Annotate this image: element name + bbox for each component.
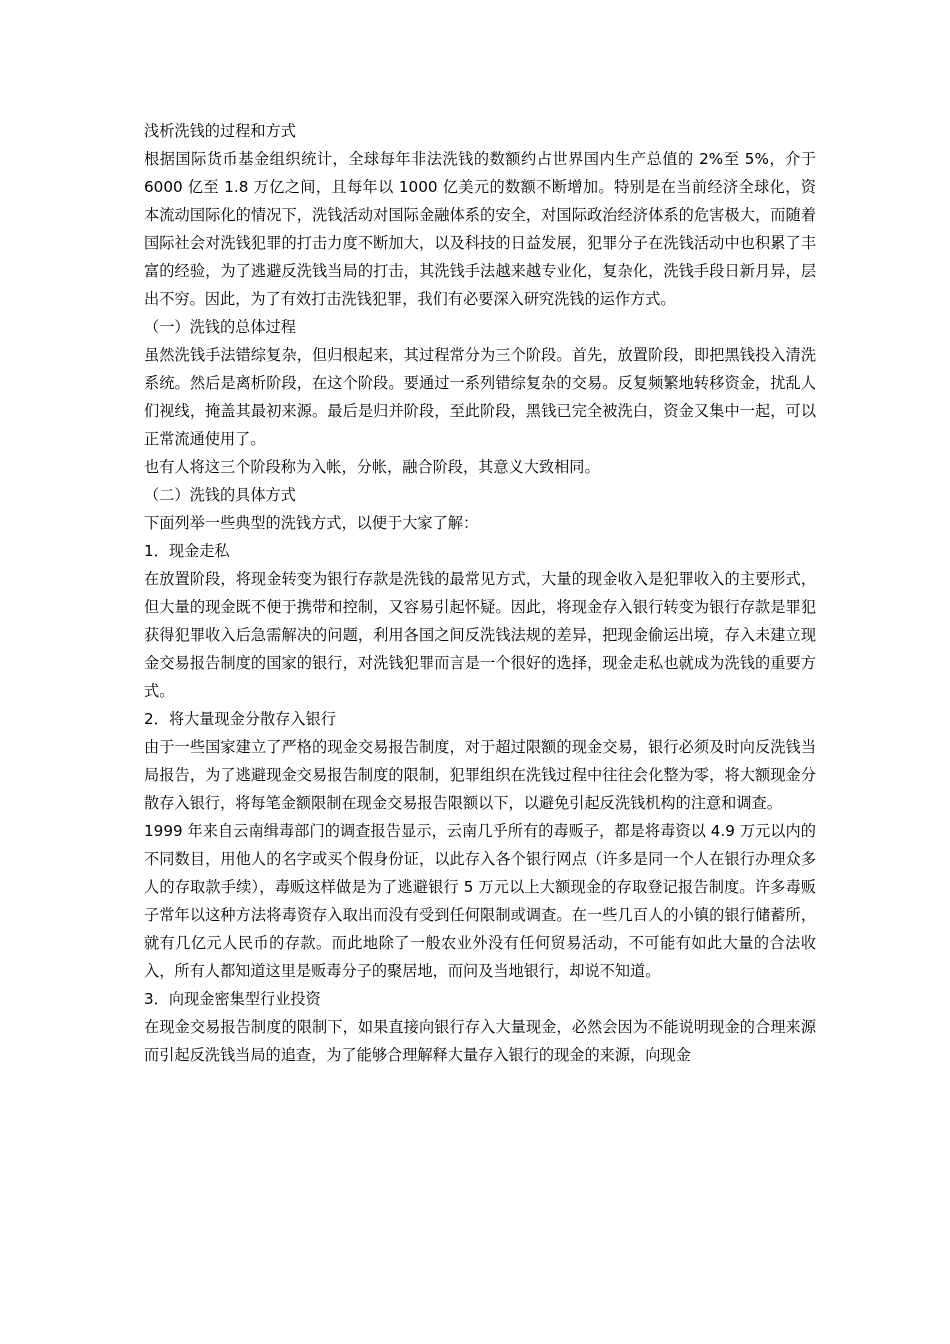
item-2-heading: 2．将大量现金分散存入银行 bbox=[144, 710, 336, 728]
item-3-paragraph: 在现金交易报告制度的限制下，如果直接向银行存入大量现金，必然会因为不能说明现金的合理来源而引起反洗钱当局的追查，为了能够合理解释大量存入银行的现金的来源，向现金 bbox=[144, 1018, 816, 1064]
section-2-heading: （二）洗钱的具体方式 bbox=[144, 486, 296, 504]
intro-paragraph: 根据国际货币基金组织统计，全球每年非法洗钱的数额约占世界国内生产总值的 2%至 5%，介于 6000 亿至 1.8 万亿之间，且每年以 1000 亿美元的数额不断增加。特别是在当前经济全球化，资本流动国际化的情况下，洗钱活动对国际金融体系的安全，对国际政治经济体系的危害极大，而随着国际社会对洗钱犯罪的打击力度不断加大，以及科技的日益发展，犯罪分子在洗钱活动中也积累了丰富的经验，为了逃避反洗钱当局的打击，其洗钱手法越来越专业化，复杂化，洗钱手段日新月异，层出不穷。因此，为了有效打击洗钱犯罪，我们有必要深入研究洗钱的运作方式。 bbox=[144, 150, 816, 308]
document-body bbox=[144, 117, 816, 1069]
section-1-paragraph-2: 也有人将这三个阶段称为入帐，分帐，融合阶段，其意义大致相同。 bbox=[144, 458, 600, 476]
section-2-intro: 下面列举一些典型的洗钱方式，以便于大家了解： bbox=[144, 514, 479, 532]
section-1-paragraph-1: 虽然洗钱手法错综复杂，但归根起来，其过程常分为三个阶段。首先，放置阶段，即把黑钱投入清洗系统。然后是离析阶段，在这个阶段。要通过一系列错综复杂的交易。反复频繁地转移资金，扰乱人们视线，掩盖其最初来源。最后是归并阶段，至此阶段，黑钱已完全被洗白，资金又集中一起，可以正常流通使用了。 bbox=[144, 346, 816, 448]
item-2-paragraph-1: 由于一些国家建立了严格的现金交易报告制度，对于超过限额的现金交易，银行必须及时向反洗钱当局报告，为了逃避现金交易报告制度的限制，犯罪组织在洗钱过程中往往会化整为零，将大额现金分散存入银行，将每笔金额限制在现金交易报告限额以下，以避免引起反洗钱机构的注意和调查。 bbox=[144, 738, 816, 812]
section-1-heading: （一）洗钱的总体过程 bbox=[144, 318, 296, 336]
document-title: 浅析洗钱的过程和方式 bbox=[144, 122, 296, 140]
item-2-paragraph-2: 1999 年来自云南缉毒部门的调查报告显示，云南几乎所有的毒贩子，都是将毒资以 4.9 万元以内的不同数目，用他人的名字或买个假身份证，以此存入各个银行网点（许多是同一个人在银行办理众多人的存取款手续），毒贩这样做是为了逃避银行 5 万元以上大额现金的存取登记报告制度。许多毒贩子常年以这种方法将毒资存入取出而没有受到任何限制或调查。在一些几百人的小镇的银行储蓄所，就有几亿元人民币的存款。而此地除了一般农业外没有任何贸易活动，不可能有如此大量的合法收入，所有人都知道这里是贩毒分子的聚居地，而问及当地银行，却说不知道。 bbox=[144, 822, 816, 980]
item-1-paragraph: 在放置阶段，将现金转变为银行存款是洗钱的最常见方式，大量的现金收入是犯罪收入的主要形式，但大量的现金既不便于携带和控制，又容易引起怀疑。因此，将现金存入银行转变为银行存款是罪犯获得犯罪收入后急需解决的问题，利用各国之间反洗钱法规的差异，把现金偷运出境，存入未建立现金交易报告制度的国家的银行，对洗钱犯罪而言是一个很好的选择，现金走私也就成为洗钱的重要方式。 bbox=[144, 570, 816, 700]
item-3-heading: 3．向现金密集型行业投资 bbox=[144, 990, 321, 1008]
item-1-heading: 1．现金走私 bbox=[144, 542, 230, 560]
